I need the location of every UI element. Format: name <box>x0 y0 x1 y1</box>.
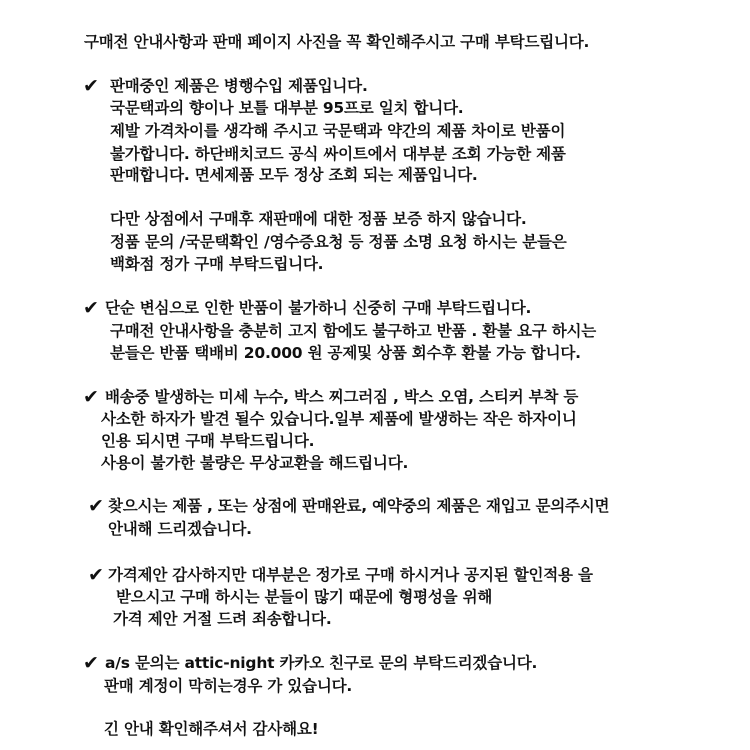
section-1-line-2: 국문택과의 향이나 보틀 대부분 95프로 일치 합니다. <box>110 99 464 117</box>
closing-text: 긴 안내 확인해주셔서 감사해요! <box>104 720 319 738</box>
section-6-line-2: 판매 계정이 막히는경우 가 있습니다. <box>104 677 353 695</box>
section-1-line-1: 판매중인 제품은 병행수입 제품입니다. <box>110 77 368 95</box>
check-mark-icon: ✔ <box>83 652 99 674</box>
section-2-line-3: 분들은 반품 택배비 20.000 원 공제및 상품 회수후 환불 가능 합니다. <box>110 344 581 362</box>
section-3-line-4: 사용이 불가한 불량은 무상교환을 해드립니다. <box>101 454 409 472</box>
check-mark-icon: ✔ <box>88 495 104 517</box>
section-1-line-5: 판매합니다. 면세제품 모두 정상 조회 되는 제품입니다. <box>110 166 478 184</box>
section-4-line-2: 안내해 드리겠습니다. <box>108 520 252 538</box>
section-1-line-3: 제발 가격차이를 생각해 주시고 국문택과 약간의 제품 차이로 반품이 <box>110 122 566 140</box>
section-4-line-1: 찾으시는 제품 , 또는 상점에 판매완료, 예약중의 제품은 재입고 문의주시면 <box>108 497 610 515</box>
section-3-line-3: 인용 되시면 구매 부탁드립니다. <box>101 432 315 450</box>
section-3-line-2: 사소한 하자가 발견 될수 있습니다.일부 제품에 발생하는 작은 하자이니 <box>101 410 577 428</box>
section-2-line-1: 단순 변심으로 인한 반품이 불가하니 신중히 구매 부탁드립니다. <box>105 299 532 317</box>
section-2-line-2: 구매전 안내사항을 충분히 고지 함에도 불구하고 반품 . 환불 요구 하시는 <box>110 322 597 340</box>
section-1-line-4: 불가합니다. 하단배치코드 공식 싸이트에서 대부분 조회 가능한 제품 <box>110 145 566 163</box>
section-5-line-2: 받으시고 구매 하시는 분들이 많기 때문에 형평성을 위해 <box>116 588 493 606</box>
check-mark-icon: ✔ <box>83 297 99 319</box>
section-1-line-6: 다만 상점에서 구매후 재판매에 대한 정품 보증 하지 않습니다. <box>110 210 527 228</box>
section-1-line-7: 정품 문의 /국문택확인 /영수증요청 등 정품 소명 요청 하시는 분들은 <box>110 233 567 251</box>
check-mark-icon: ✔ <box>83 75 99 97</box>
check-mark-icon: ✔ <box>88 564 104 586</box>
section-3-line-1: 배송중 발생하는 미세 누수, 박스 찌그러짐 , 박스 오염, 스티커 부착 등 <box>105 388 579 406</box>
intro-text: 구매전 안내사항과 판매 페이지 사진을 꼭 확인해주시고 구매 부탁드립니다. <box>84 33 590 51</box>
section-5-line-3: 가격 제안 거절 드려 죄송합니다. <box>113 610 332 628</box>
check-mark-icon: ✔ <box>83 386 99 408</box>
section-5-line-1: 가격제안 감사하지만 대부분은 정가로 구매 하시거나 공지된 할인적용 을 <box>108 566 593 584</box>
section-6-line-1: a/s 문의는 attic-night 카카오 친구로 문의 부탁드리겠습니다. <box>105 654 538 672</box>
section-1-line-8: 백화점 정가 구매 부탁드립니다. <box>110 255 324 273</box>
